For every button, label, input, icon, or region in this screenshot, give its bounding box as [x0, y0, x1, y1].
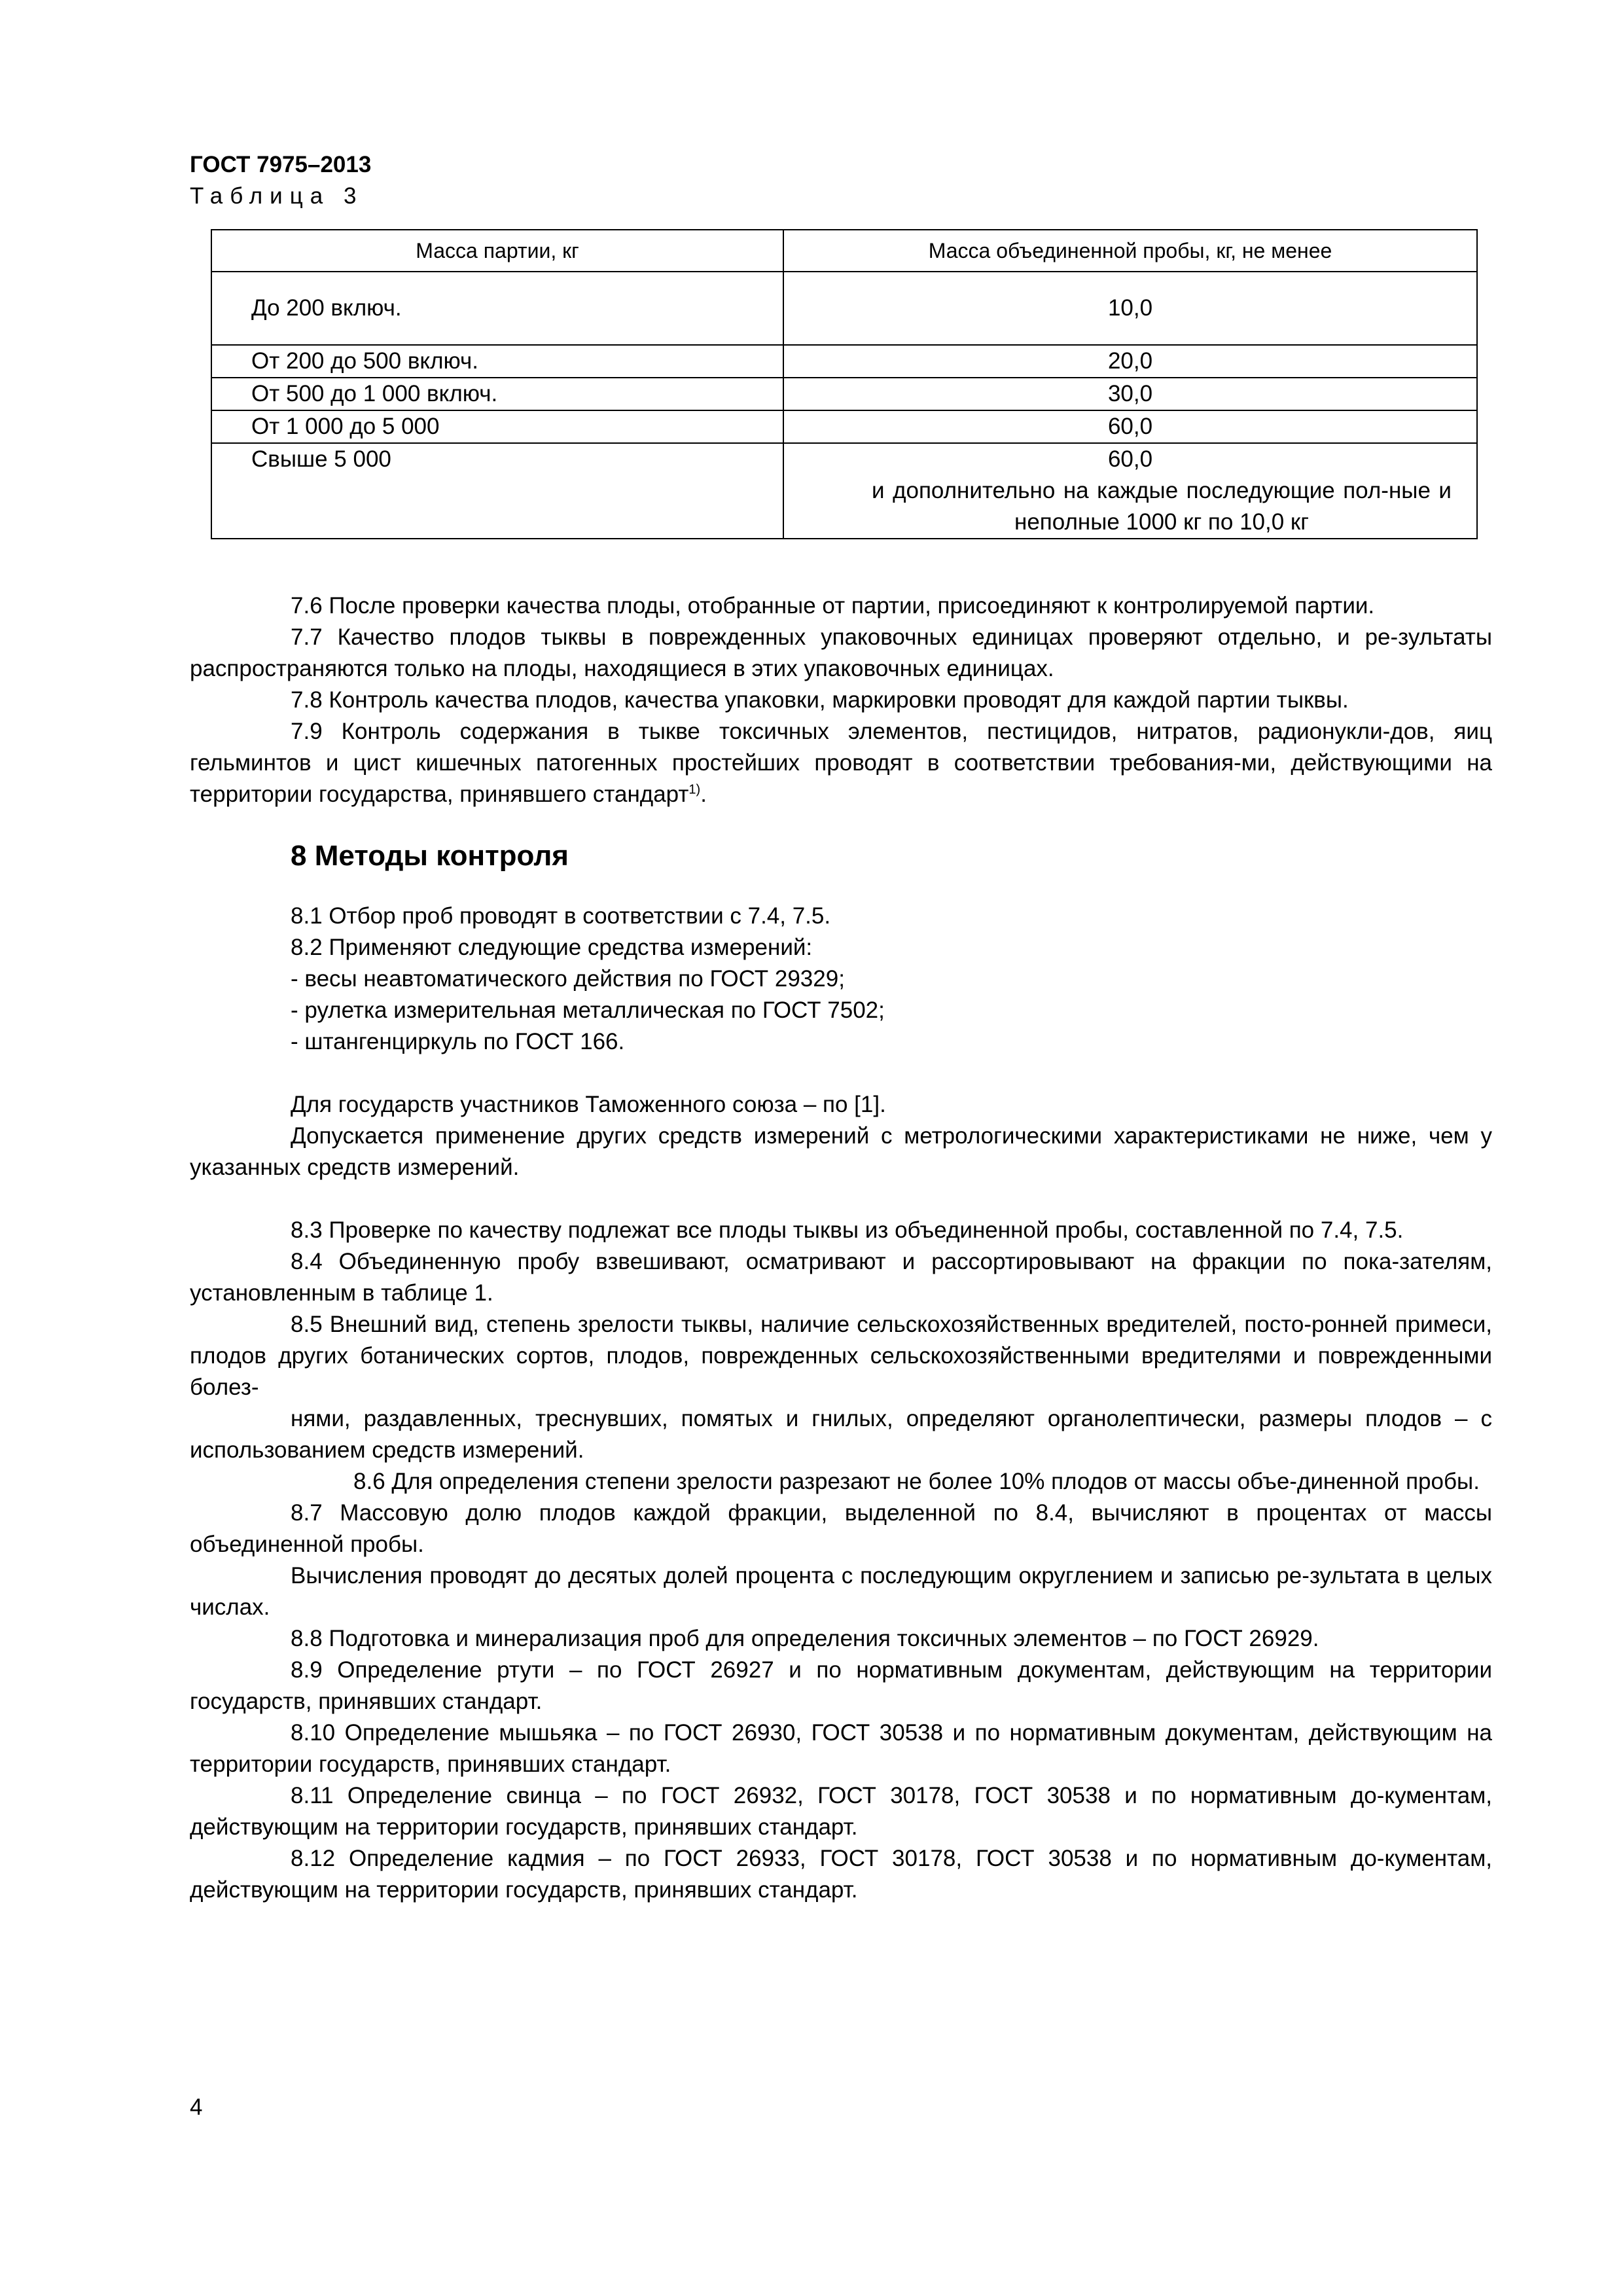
table-header-row — [211, 230, 1477, 272]
paragraph-8-1: 8.1 Отбор проб проводят в соответствии с 7.4, 7.5. — [291, 903, 831, 929]
paragraph-other-instruments: Допускается применение других средств измерений с метрологическими характеристиками не ниже, чем у указанных средств измерений. — [190, 1123, 1492, 1180]
sample-mass-cell — [783, 443, 1477, 539]
spacer — [190, 1183, 1492, 1215]
table-caption: Таблица 3 — [190, 183, 364, 209]
paragraph-7-9-end: . — [700, 781, 707, 807]
paragraph-8-9: 8.9 Определение ртути – по ГОСТ 26927 и по нормативным документам, действующим на территории государств, принявших стандарт. — [190, 1657, 1492, 1714]
column-header-sample-mass: Масса объединенной пробы, кг, не менее — [783, 230, 1477, 272]
batch-mass-cell: До 200 включ. — [211, 272, 783, 345]
paragraph-7-9-text: 7.9 Контроль содержания в тыкве токсичных элементов, пестицидов, нитратов, радионукли-дов, яиц гельминтов и цист кишечных патогенных простейших проводят в соответствии требования-ми, действующими на территории государства, принявшего стандарт — [190, 719, 1492, 807]
batch-mass-cell: От 200 до 500 включ. — [211, 345, 783, 378]
paragraph-8-12: 8.12 Определение кадмия – по ГОСТ 26933, ГОСТ 30178, ГОСТ 30538 и по нормативным до-кументам, действующим на территории государств, принявших стандарт. — [190, 1846, 1492, 1903]
table-3 — [211, 229, 1478, 539]
batch-mass-cell: От 500 до 1 000 включ. — [211, 378, 783, 410]
paragraph-8-3: 8.3 Проверке по качеству подлежат все плоды тыквы из объединенной пробы, составленной по 7.4, 7.5. — [291, 1217, 1404, 1243]
paragraph-customs-union: Для государств участников Таможенного союза – по [1]. — [291, 1092, 886, 1117]
section-8-heading: 8 Методы контроля — [291, 840, 569, 872]
paragraph-8-8: 8.8 Подготовка и минерализация проб для определения токсичных элементов – по ГОСТ 26929. — [291, 1626, 1319, 1651]
page-number: 4 — [190, 2094, 203, 2120]
batch-mass-cell: Свыше 5 000 — [211, 443, 783, 539]
list-item: - штангенциркуль по ГОСТ 166. — [291, 1029, 625, 1054]
table-row — [211, 410, 1477, 443]
paragraph-8-7: 8.7 Массовую долю плодов каждой фракции, выделенной по 8.4, вычисляют в процентах от массы объединенной пробы. — [190, 1500, 1492, 1557]
paragraph-7-7: 7.7 Качество плодов тыквы в поврежденных упаковочных единицах проверяют отдельно, и ре-зультаты распространяются только на плоды, находящиеся в этих упаковочных единицах. — [190, 624, 1492, 681]
sample-mass-cell: 20,0 — [783, 345, 1477, 378]
sample-mass-value: 60,0 — [1107, 446, 1153, 472]
table-row — [211, 378, 1477, 410]
paragraph-8-5: 8.5 Внешний вид, степень зрелости тыквы, наличие сельскохозяйственных вредителей, посто-ронней примеси, плодов других ботанических сортов, плодов, поврежденных сельскохозяйственными вредителями и поврежденными болез- — [190, 1312, 1492, 1400]
paragraph-7-9 — [190, 716, 1492, 810]
gost-code: ГОСТ 7975–2013 — [190, 152, 372, 177]
batch-mass-cell: От 1 000 до 5 000 — [211, 410, 783, 443]
sample-mass-cell: 10,0 — [783, 272, 1477, 345]
paragraph-8-10: 8.10 Определение мышьяка – по ГОСТ 26930, ГОСТ 30538 и по нормативным документам, действующим на территории государств, принявших стандарт. — [190, 1720, 1492, 1777]
paragraph-8-7-calc: Вычисления проводят до десятых долей процента с последующим округлением и записью ре-зультата в целых числах. — [190, 1563, 1492, 1620]
sample-mass-cell: 30,0 — [783, 378, 1477, 410]
table-row — [211, 272, 1477, 345]
paragraph-7-6: 7.6 После проверки качества плоды, отобранные от партии, присоединяют к контролируемой партии. — [291, 593, 1375, 619]
paragraph-8-5-continued: нями, раздавленных, треснувших, помятых и гнилых, определяют органолептически, размеры плодов – с использованием средств измерений. — [190, 1406, 1492, 1463]
sample-mass-note: и дополнительно на каждые последующие пол-ные и неполные 1000 кг по 10,0 кг — [872, 478, 1452, 535]
footnote-ref: 1) — [688, 782, 701, 797]
column-header-batch-mass: Масса партии, кг — [211, 230, 783, 272]
paragraph-8-6: 8.6 Для определения степени зрелости разрезают не более 10% плодов от массы объе-диненной пробы. — [353, 1469, 1480, 1494]
page-header — [190, 149, 371, 212]
spacer — [190, 1058, 1492, 1089]
table-row — [211, 345, 1477, 378]
paragraph-8-4: 8.4 Объединенную пробу взвешивают, осматривают и рассортировывают на фракции по пока-зателям, установленным в таблице 1. — [190, 1249, 1492, 1306]
paragraph-7-8: 7.8 Контроль качества плодов, качества упаковки, маркировки проводят для каждой партии тыквы. — [291, 687, 1349, 713]
table-row — [211, 443, 1477, 539]
document-body — [190, 590, 1492, 1906]
sample-mass-cell: 60,0 — [783, 410, 1477, 443]
paragraph-8-2: 8.2 Применяют следующие средства измерений: — [291, 935, 813, 960]
paragraph-8-11: 8.11 Определение свинца – по ГОСТ 26932, ГОСТ 30178, ГОСТ 30538 и по нормативным до-кументам, действующим на территории государств, принявших стандарт. — [190, 1783, 1492, 1840]
list-item: - рулетка измерительная металлическая по ГОСТ 7502; — [291, 997, 885, 1023]
list-item: - весы неавтоматического действия по ГОСТ 29329; — [291, 966, 845, 992]
